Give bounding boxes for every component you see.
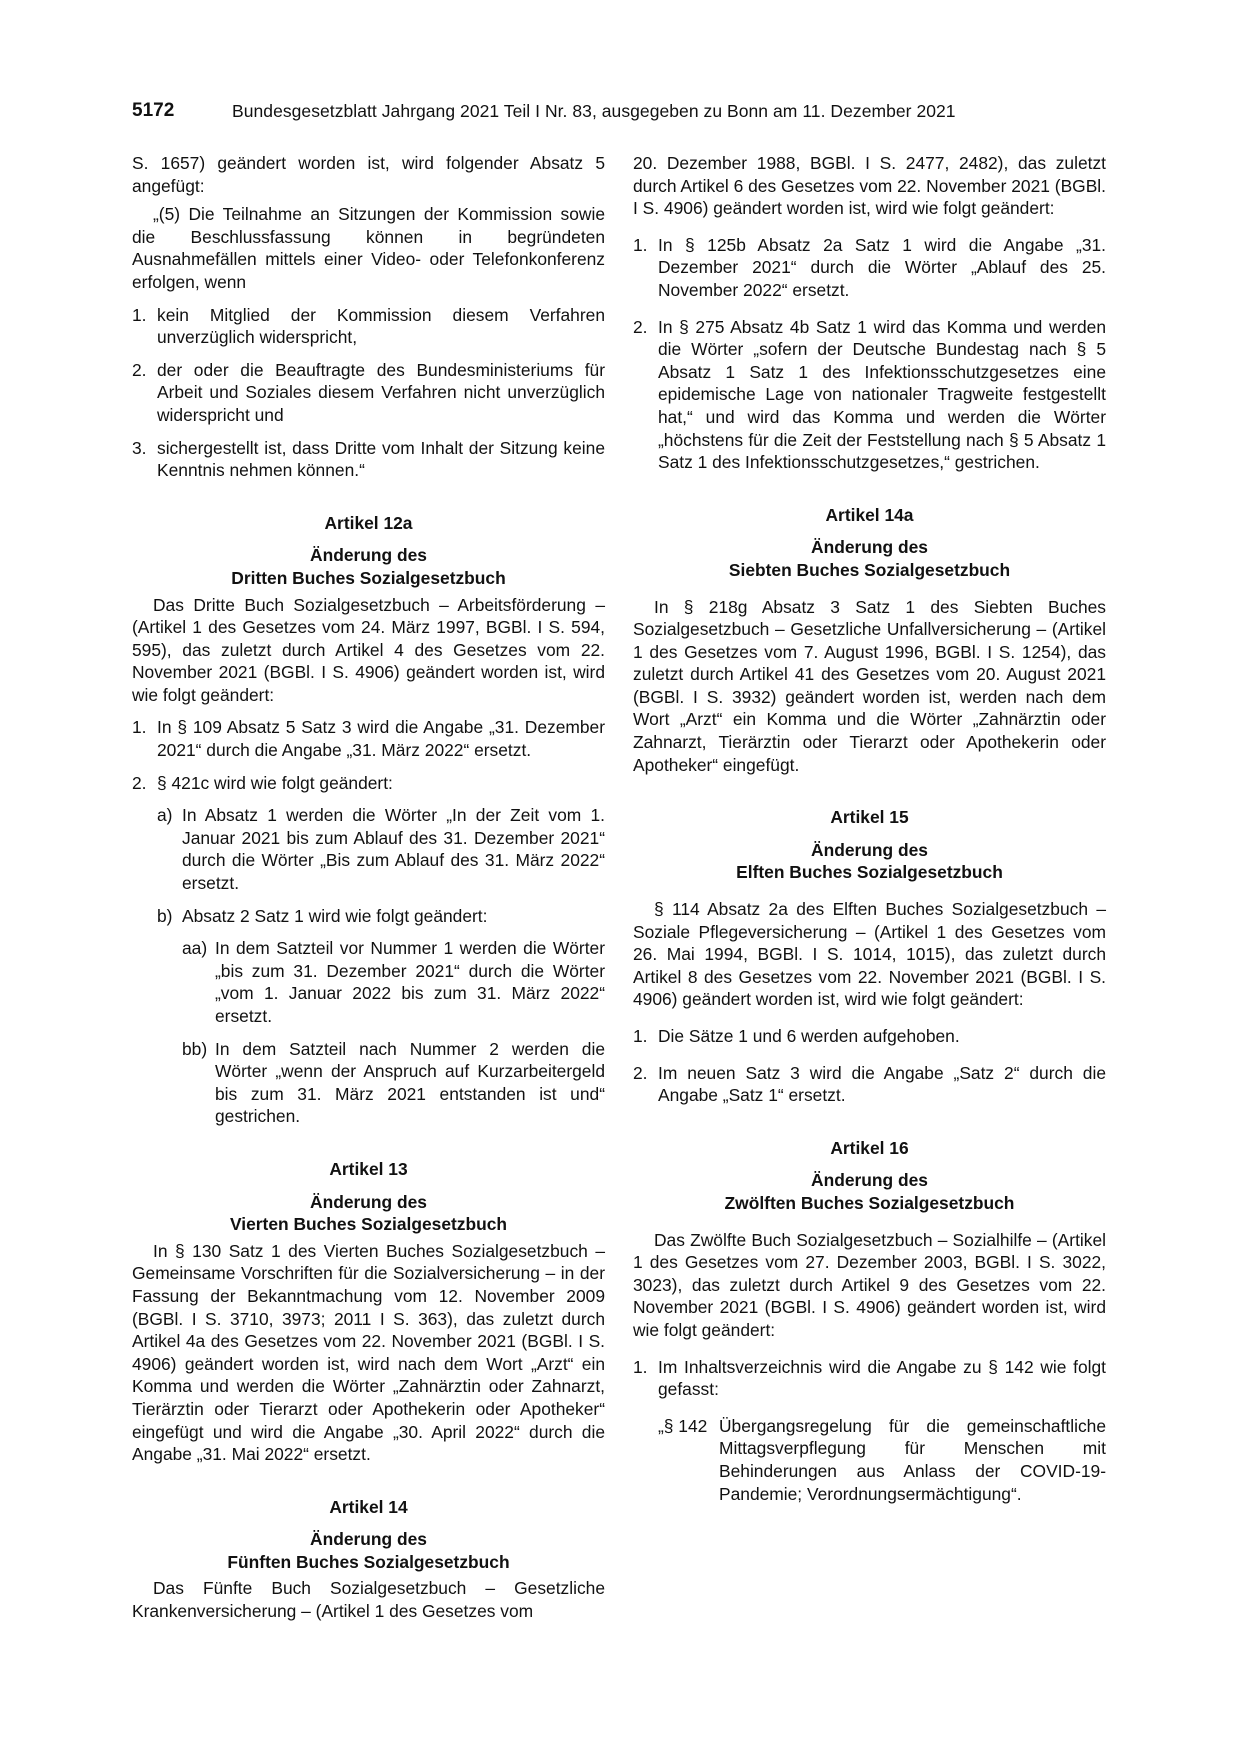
- article-title-line: Elften Buches Sozialgesetzbuch: [736, 862, 1003, 883]
- list-text: In dem Satzteil vor Nummer 1 werden die Wörter „bis zum 31. Dezember 2021“ durch die Wörter „vom 1. Januar 2022 bis zum 31. März 2022“ ersetzt.: [215, 938, 605, 1026]
- list-item: [132, 772, 605, 795]
- list-text: In § 275 Absatz 4b Satz 1 wird das Komma und werden die Wörter „sofern der Deutsche Bundestag nach § 5 Absatz 1 Satz 1 des Infektionsschutzgesetzes eine epidemische Lage von nationaler Tragweite festgestellt hat,“ und wird das Komma und werden die Wörter „höchstens für die Zeit der Feststellung nach § 5 Absatz 1 Satz 1 des Infektionsschutzgesetzes,“ gestrichen.: [658, 316, 1106, 473]
- article-title-line: Änderung des: [811, 537, 928, 558]
- article-body: In § 218g Absatz 3 Satz 1 des Siebten Buches Sozialgesetzbuch – Gesetzliche Unfallversicherung – (Artikel 1 des Gesetzes vom 7. August 1996, BGBl. I S. 1254), das zuletzt durch Artikel 41 des Gesetzes vom 20. August 2021 (BGBl. I S. 3932) geändert worden ist, werden nach dem Wort „Arzt“ ein Komma und die Wörter „Zahnärztin oder Zahnarzt, Tierärztin oder Tierarzt oder Apothekerin oder Apotheker“ eingefügt.: [633, 596, 1106, 775]
- list-marker: 1.: [633, 1026, 648, 1046]
- list-marker: 2.: [633, 1062, 648, 1083]
- list-text: sichergestellt ist, dass Dritte vom Inhalt der Sitzung keine Kenntnis nehmen können.“: [157, 437, 605, 481]
- list-item: [182, 1038, 605, 1128]
- right-column: [633, 152, 1106, 1505]
- page-header: [132, 100, 1012, 126]
- article-title-line: Dritten Buches Sozialgesetzbuch: [231, 567, 506, 588]
- list-text: In § 125b Absatz 2a Satz 1 wird die Angabe „31. Dezember 2021“ durch die Wörter „Ablauf des 25. November 2022“ ersetzt.: [658, 234, 1106, 300]
- article-number: Artikel 12a: [324, 512, 413, 533]
- list-item: [633, 1025, 1106, 1048]
- article-body: Das Fünfte Buch Sozialgesetzbuch – Gesetzliche Krankenversicherung – (Artikel 1 des Gesetzes vom: [132, 1578, 605, 1622]
- list-item: [132, 437, 605, 482]
- list-item: [157, 804, 605, 894]
- list-marker: 2.: [633, 316, 648, 337]
- list-item: [633, 234, 1106, 302]
- article-number: Artikel 14: [329, 1496, 408, 1517]
- list-marker: 1.: [633, 234, 648, 255]
- list-marker: 2.: [132, 359, 147, 380]
- article-body: Das Zwölfte Buch Sozialgesetzbuch – Sozialhilfe – (Artikel 1 des Gesetzes vom 27. Dezember 2003, BGBl. I S. 3022, 3023), das zuletzt durch Artikel 9 des Gesetzes vom 22. November 2021 (BGBl. I S. 4906) geändert worden ist, wird wie folgt geändert:: [633, 1229, 1106, 1340]
- list-item: [633, 316, 1106, 474]
- list-text: Absatz 2 Satz 1 wird wie folgt geändert:: [182, 905, 488, 926]
- list-text: Im Inhaltsverzeichnis wird die Angabe zu § 142 wie folgt gefasst:: [658, 1356, 1106, 1400]
- article-body: In § 130 Satz 1 des Vierten Buches Sozialgesetzbuch – Gemeinsame Vorschriften für die Sozialversicherung – in der Fassung der Bekanntmachung vom 12. November 2009 (BGBl. I S. 3710, 3973; 2011 I S. 363), das zuletzt durch Artikel 4a des Gesetzes vom 22. November 2021 (BGBl. I S. 4906) geändert worden ist, wird nach dem Wort „Arzt“ ein Komma und werden die Wörter „Zahnärztin oder Zahnarzt, Tierärztin oder Tierarzt oder Apothekerin oder Apotheker“ eingefügt und wird die Angabe „30. April 2022“ durch die Angabe „31. Mai 2022“ ersetzt.: [132, 1240, 605, 1465]
- list-marker: b): [157, 905, 173, 926]
- list-marker: a): [157, 805, 173, 826]
- list-text: Im neuen Satz 3 wird die Angabe „Satz 2“ durch die Angabe „Satz 1“ ersetzt.: [658, 1062, 1106, 1106]
- paragraph: S. 1657) geändert worden ist, wird folgender Absatz 5 angefügt:: [132, 153, 605, 196]
- list-marker: 1.: [633, 1356, 648, 1377]
- list-text: der oder die Beauftragte des Bundesministeriums für Arbeit und Soziales diesem Verfahren nicht unverzüglich widerspricht und: [157, 359, 605, 425]
- article-body: § 114 Absatz 2a des Elften Buches Sozialgesetzbuch – Soziale Pflegeversicherung – (Artikel 1 des Gesetzes vom 26. Mai 1994, BGBl. I S. 1014, 1015), das zuletzt durch Artikel 8 des Gesetzes vom 22. November 2021 (BGBl. I S. 4906) geändert worden ist, wird wie folgt geändert:: [633, 899, 1106, 1010]
- article-title-line: Änderung des: [310, 1191, 427, 1212]
- list-text: kein Mitglied der Kommission diesem Verfahren unverzüglich widerspricht,: [157, 304, 605, 348]
- article-title-line: Fünften Buches Sozialgesetzbuch: [227, 1551, 510, 1572]
- article-body: Das Dritte Buch Sozialgesetzbuch – Arbeitsförderung – (Artikel 1 des Gesetzes vom 24. März 1997, BGBl. I S. 594, 595), das zuletzt durch Artikel 4 des Gesetzes vom 22. November 2021 (BGBl. I S. 4906) geändert worden ist, wird wie folgt geändert:: [132, 594, 605, 705]
- article-title-line: Vierten Buches Sozialgesetzbuch: [229, 1214, 508, 1235]
- list-text: In Absatz 1 werden die Wörter „In der Zeit vom 1. Januar 2021 bis zum Ablauf des 31. Dezember 2021“ durch die Wörter „Bis zum Ablauf des 31. März 2022“ ersetzt.: [182, 805, 605, 894]
- article-number: Artikel 14a: [825, 504, 914, 525]
- article-title-line: Zwölften Buches Sozialgesetzbuch: [724, 1192, 1015, 1213]
- list-item: [633, 1062, 1106, 1107]
- article-title-line: Änderung des: [811, 839, 928, 860]
- quoted-paragraph: „(5) Die Teilnahme an Sitzungen der Kommission sowie die Beschlussfassung können in begründeten Ausnahmefällen mittels einer Video- oder Telefonkonferenz erfolgen, wenn: [132, 204, 605, 292]
- list-text: In § 109 Absatz 5 Satz 3 wird die Angabe „31. Dezember 2021“ durch die Angabe „31. März 2022“ ersetzt.: [157, 717, 605, 761]
- article-title-line: Änderung des: [310, 545, 427, 566]
- list-item: [633, 1356, 1106, 1401]
- list-item: [182, 937, 605, 1027]
- article-title-line: Siebten Buches Sozialgesetzbuch: [728, 559, 1011, 580]
- list-marker: 3.: [132, 437, 147, 458]
- list-item: [132, 304, 605, 349]
- article-number: Artikel 15: [830, 807, 909, 828]
- list-text: In dem Satzteil nach Nummer 2 werden die Wörter „wenn der Anspruch auf Kurzarbeitergeld bis zum 31. März 2021 entstanden ist und“ gestrichen.: [215, 1038, 605, 1127]
- page-number: 5172: [132, 100, 175, 121]
- list-item: [157, 905, 605, 928]
- entry-marker: „§ 142: [658, 1415, 708, 1436]
- list-item: [132, 359, 605, 427]
- paragraph: 20. Dezember 1988, BGBl. I S. 2477, 2482), das zuletzt durch Artikel 6 des Gesetzes vom 22. November 2021 (BGBl. I S. 4906) geändert worden ist, wird wie folgt geändert:: [633, 153, 1106, 219]
- quoted-entry: [658, 1415, 1106, 1505]
- list-marker: aa): [182, 938, 208, 959]
- list-marker: 1.: [132, 717, 147, 738]
- article-number: Artikel 13: [329, 1158, 408, 1179]
- list-marker: 2.: [132, 772, 147, 793]
- entry-text: Übergangsregelung für die gemeinschaftliche Mittagsverpflegung für Menschen mit Behinderungen aus Anlass der COVID-19-Pandemie; Verordnungsermächtigung“.: [719, 1415, 1106, 1504]
- article-number: Artikel 16: [830, 1137, 909, 1158]
- list-marker: bb): [182, 1038, 208, 1059]
- list-marker: 1.: [132, 304, 147, 325]
- article-title-line: Änderung des: [310, 1529, 427, 1550]
- list-text: Die Sätze 1 und 6 werden aufgehoben.: [658, 1026, 960, 1046]
- list-text: § 421c wird wie folgt geändert:: [157, 772, 393, 793]
- left-column: [132, 152, 605, 1623]
- article-title-line: Änderung des: [811, 1170, 928, 1191]
- list-item: [132, 716, 605, 761]
- running-title: Bundesgesetzblatt Jahrgang 2021 Teil I Nr. 83, ausgegeben zu Bonn am 11. Dezember 2021: [232, 101, 956, 121]
